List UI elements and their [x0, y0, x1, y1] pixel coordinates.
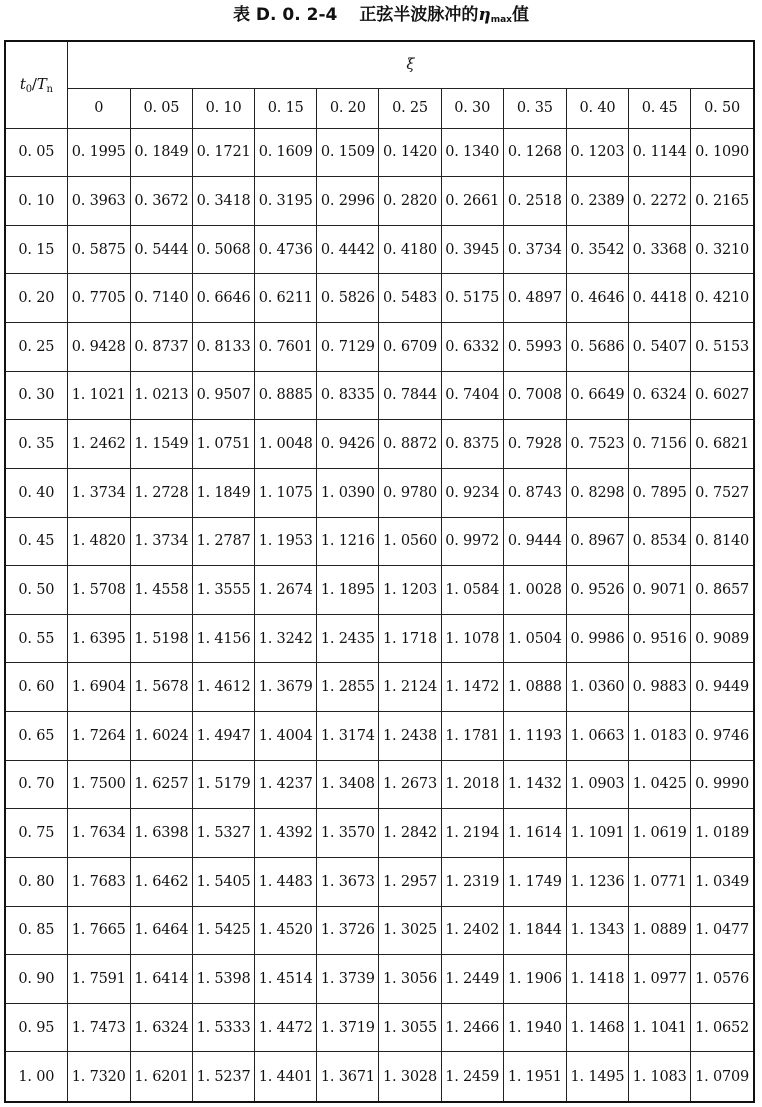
table-cell: 0. 1721: [192, 128, 254, 177]
table-cell: 1. 1236: [566, 857, 628, 906]
table-cell: 1. 3408: [317, 760, 379, 809]
row-header: 0. 40: [5, 468, 67, 517]
table-cell: 1. 2462: [67, 420, 130, 469]
table-cell: 1. 3734: [130, 517, 192, 566]
column-header: 0. 45: [629, 88, 691, 128]
table-cell: 1. 0560: [379, 517, 441, 566]
table-cell: 0. 4897: [503, 274, 566, 323]
table-cell: 1. 0751: [192, 420, 254, 469]
table-cell: 0. 6709: [379, 323, 441, 372]
table-cell: 0. 9089: [691, 614, 754, 663]
table-cell: 1. 1718: [379, 614, 441, 663]
table-cell: 1. 1021: [67, 371, 130, 420]
table-cell: 0. 9426: [317, 420, 379, 469]
column-header: 0. 50: [691, 88, 754, 128]
table-cell: 0. 2661: [441, 177, 503, 226]
table-cell: 1. 3555: [192, 566, 254, 615]
row-header: 0. 85: [5, 906, 67, 955]
table-cell: 1. 3570: [317, 809, 379, 858]
table-cell: 1. 1418: [566, 955, 628, 1004]
table-cell: 1. 4483: [255, 857, 317, 906]
table-cell: 1. 2957: [379, 857, 441, 906]
table-row: [5, 323, 754, 372]
row-header: 0. 80: [5, 857, 67, 906]
table-cell: 0. 5153: [691, 323, 754, 372]
table-cell: 0. 2165: [691, 177, 754, 226]
table-cell: 1. 1953: [255, 517, 317, 566]
table-cell: 1. 5198: [130, 614, 192, 663]
table-cell: 1. 0889: [629, 906, 691, 955]
table-cell: 0. 9780: [379, 468, 441, 517]
table-cell: 1. 1940: [503, 1003, 566, 1052]
header-row-columns: [5, 88, 754, 128]
table-cell: 1. 2402: [441, 906, 503, 955]
table-cell: 0. 6324: [629, 371, 691, 420]
table-cell: 1. 6462: [130, 857, 192, 906]
table-cell: 1. 0584: [441, 566, 503, 615]
table-cell: 0. 6332: [441, 323, 503, 372]
table-cell: 1. 1091: [566, 809, 628, 858]
xi-header: ξ: [67, 41, 754, 88]
table-cell: 1. 2438: [379, 712, 441, 761]
table-cell: 0. 1609: [255, 128, 317, 177]
table-cell: 0. 4210: [691, 274, 754, 323]
caption-suffix: 值: [511, 5, 529, 25]
table-cell: 0. 9990: [691, 760, 754, 809]
table-cell: 1. 0619: [629, 809, 691, 858]
table-cell: 1. 0213: [130, 371, 192, 420]
table-cell: 0. 9428: [67, 323, 130, 372]
table-cell: 1. 7500: [67, 760, 130, 809]
row-header: 0. 30: [5, 371, 67, 420]
table-cell: 0. 5993: [503, 323, 566, 372]
table-cell: 1. 0771: [629, 857, 691, 906]
table-cell: 0. 6649: [566, 371, 628, 420]
table-cell: 0. 3945: [441, 225, 503, 274]
row-header: 0. 50: [5, 566, 67, 615]
table-cell: 0. 8298: [566, 468, 628, 517]
table-body: [5, 128, 754, 1102]
table-cell: 1. 1075: [255, 468, 317, 517]
table-row: [5, 955, 754, 1004]
table-cell: 0. 7008: [503, 371, 566, 420]
table-cell: 1. 0028: [503, 566, 566, 615]
table-cell: 1. 3242: [255, 614, 317, 663]
table-cell: 0. 7844: [379, 371, 441, 420]
row-header: 0. 20: [5, 274, 67, 323]
table-row: [5, 712, 754, 761]
table-cell: 1. 6904: [67, 663, 130, 712]
table-cell: 0. 6211: [255, 274, 317, 323]
table-cell: 1. 7665: [67, 906, 130, 955]
table-cell: 0. 8743: [503, 468, 566, 517]
table-cell: 0. 8885: [255, 371, 317, 420]
table-cell: 1. 4558: [130, 566, 192, 615]
table-cell: 1. 5237: [192, 1052, 254, 1102]
table-cell: 0. 8375: [441, 420, 503, 469]
row-header: 0. 45: [5, 517, 67, 566]
table-cell: 0. 7928: [503, 420, 566, 469]
table-cell: 1. 4237: [255, 760, 317, 809]
table-cell: 0. 4736: [255, 225, 317, 274]
table-cell: 0. 9071: [629, 566, 691, 615]
table-cell: 1. 2855: [317, 663, 379, 712]
table-cell: 1. 1614: [503, 809, 566, 858]
table-cell: 0. 7129: [317, 323, 379, 372]
table-cell: 1. 2842: [379, 809, 441, 858]
table-cell: 1. 1849: [192, 468, 254, 517]
table-cell: 0. 9883: [629, 663, 691, 712]
table-cell: 1. 1549: [130, 420, 192, 469]
table-cell: 0. 8534: [629, 517, 691, 566]
table-cell: 0. 7895: [629, 468, 691, 517]
table-cell: 1. 1844: [503, 906, 566, 955]
table-cell: 0. 2996: [317, 177, 379, 226]
table-row: [5, 177, 754, 226]
table-cell: 1. 0390: [317, 468, 379, 517]
table-cell: 0. 9972: [441, 517, 503, 566]
table-cell: 0. 5407: [629, 323, 691, 372]
table-cell: 1. 0360: [566, 663, 628, 712]
table-cell: 0. 8140: [691, 517, 754, 566]
table-cell: 1. 7264: [67, 712, 130, 761]
table-cell: 1. 3673: [317, 857, 379, 906]
table-cell: 1. 3726: [317, 906, 379, 955]
table-cell: 1. 1203: [379, 566, 441, 615]
table-cell: 0. 9444: [503, 517, 566, 566]
table-cell: 0. 1509: [317, 128, 379, 177]
table-cell: 0. 8967: [566, 517, 628, 566]
table-cell: 0. 7601: [255, 323, 317, 372]
table-row: [5, 614, 754, 663]
table-cell: 0. 2518: [503, 177, 566, 226]
column-header: 0. 05: [130, 88, 192, 128]
table-cell: 0. 3734: [503, 225, 566, 274]
table-cell: 1. 3734: [67, 468, 130, 517]
column-header: 0. 40: [566, 88, 628, 128]
eta-max-table: [4, 40, 755, 1103]
header-row-xi: [5, 41, 754, 88]
column-header: 0. 15: [255, 88, 317, 128]
caption-number: 表 D. 0. 2-4: [233, 5, 338, 25]
table-cell: 0. 9234: [441, 468, 503, 517]
table-cell: 1. 0888: [503, 663, 566, 712]
table-cell: 1. 4520: [255, 906, 317, 955]
table-cell: 0. 9746: [691, 712, 754, 761]
table-cell: 1. 2319: [441, 857, 503, 906]
table-cell: 1. 0504: [503, 614, 566, 663]
table-row: [5, 468, 754, 517]
table-cell: 1. 4156: [192, 614, 254, 663]
table-cell: 1. 6464: [130, 906, 192, 955]
row-header: 0. 55: [5, 614, 67, 663]
table-cell: 1. 6324: [130, 1003, 192, 1052]
table-cell: 1. 4472: [255, 1003, 317, 1052]
table-cell: 1. 1895: [317, 566, 379, 615]
table-cell: 1. 1468: [566, 1003, 628, 1052]
table-cell: 1. 7320: [67, 1052, 130, 1102]
table-cell: 1. 0576: [691, 955, 754, 1004]
table-caption: [0, 0, 762, 34]
table-cell: 0. 5875: [67, 225, 130, 274]
column-header: 0. 10: [192, 88, 254, 128]
table-cell: 0. 3963: [67, 177, 130, 226]
table-cell: 0. 1340: [441, 128, 503, 177]
table-cell: 1. 3671: [317, 1052, 379, 1102]
table-cell: 0. 3195: [255, 177, 317, 226]
table-row: [5, 566, 754, 615]
column-header: 0. 20: [317, 88, 379, 128]
table-cell: 1. 1906: [503, 955, 566, 1004]
table-cell: 1. 4401: [255, 1052, 317, 1102]
table-cell: 0. 2272: [629, 177, 691, 226]
table-cell: 1. 3055: [379, 1003, 441, 1052]
table-row: [5, 809, 754, 858]
column-header: 0: [67, 88, 130, 128]
table-cell: 0. 2820: [379, 177, 441, 226]
column-header: 0. 25: [379, 88, 441, 128]
table-cell: 0. 1090: [691, 128, 754, 177]
table-cell: 1. 2673: [379, 760, 441, 809]
table-cell: 0. 7404: [441, 371, 503, 420]
table-cell: 1. 1432: [503, 760, 566, 809]
table-cell: 0. 3210: [691, 225, 754, 274]
table-cell: 1. 4004: [255, 712, 317, 761]
table-cell: 1. 6414: [130, 955, 192, 1004]
table-cell: 0. 5686: [566, 323, 628, 372]
table-cell: 1. 0663: [566, 712, 628, 761]
table-cell: 0. 6027: [691, 371, 754, 420]
table-cell: 1. 1041: [629, 1003, 691, 1052]
table-cell: 0. 3542: [566, 225, 628, 274]
table-cell: 1. 2728: [130, 468, 192, 517]
table-cell: 0. 7140: [130, 274, 192, 323]
table-row: [5, 517, 754, 566]
table-cell: 1. 2435: [317, 614, 379, 663]
table-cell: 0. 1995: [67, 128, 130, 177]
table-cell: 1. 4820: [67, 517, 130, 566]
table-cell: 1. 0477: [691, 906, 754, 955]
table-cell: 0. 3368: [629, 225, 691, 274]
table-cell: 1. 0048: [255, 420, 317, 469]
table-cell: 1. 0189: [691, 809, 754, 858]
table-cell: 1. 6398: [130, 809, 192, 858]
table-cell: 0. 6646: [192, 274, 254, 323]
table-cell: 0. 4442: [317, 225, 379, 274]
table-cell: 0. 9507: [192, 371, 254, 420]
table-cell: 1. 5708: [67, 566, 130, 615]
table-cell: 0. 7527: [691, 468, 754, 517]
table-cell: 1. 3739: [317, 955, 379, 1004]
table-row: [5, 274, 754, 323]
row-header: 0. 90: [5, 955, 67, 1004]
table-cell: 1. 1472: [441, 663, 503, 712]
row-header: 0. 70: [5, 760, 67, 809]
table-row: [5, 225, 754, 274]
table-cell: 0. 9516: [629, 614, 691, 663]
table-cell: 0. 3418: [192, 177, 254, 226]
table-cell: 0. 5068: [192, 225, 254, 274]
table-cell: 1. 1343: [566, 906, 628, 955]
table-row: [5, 1003, 754, 1052]
table-cell: 0. 1144: [629, 128, 691, 177]
table-row: [5, 857, 754, 906]
table-cell: 0. 4180: [379, 225, 441, 274]
table-row: [5, 420, 754, 469]
table-cell: 0. 4646: [566, 274, 628, 323]
table-cell: 0. 8133: [192, 323, 254, 372]
table-cell: 0. 1849: [130, 128, 192, 177]
table-cell: 1. 6395: [67, 614, 130, 663]
table-cell: 1. 1495: [566, 1052, 628, 1102]
table-cell: 1. 6024: [130, 712, 192, 761]
table-cell: 0. 2389: [566, 177, 628, 226]
table-row: [5, 906, 754, 955]
table-row: [5, 663, 754, 712]
table-cell: 1. 3679: [255, 663, 317, 712]
row-header: 0. 25: [5, 323, 67, 372]
table-cell: 1. 5333: [192, 1003, 254, 1052]
table-cell: 0. 5175: [441, 274, 503, 323]
table-cell: 1. 1078: [441, 614, 503, 663]
table-cell: 1. 7634: [67, 809, 130, 858]
table-cell: 1. 5327: [192, 809, 254, 858]
table-cell: 0. 8737: [130, 323, 192, 372]
row-header: 1. 00: [5, 1052, 67, 1102]
table-cell: 1. 2674: [255, 566, 317, 615]
table-cell: 0. 8872: [379, 420, 441, 469]
table-cell: 1. 3028: [379, 1052, 441, 1102]
table-cell: 1. 0903: [566, 760, 628, 809]
table-cell: 1. 1781: [441, 712, 503, 761]
table-cell: 1. 2459: [441, 1052, 503, 1102]
table-cell: 1. 2449: [441, 955, 503, 1004]
row-header: 0. 95: [5, 1003, 67, 1052]
row-header: 0. 35: [5, 420, 67, 469]
table-cell: 0. 7523: [566, 420, 628, 469]
row-header: 0. 65: [5, 712, 67, 761]
row-header: 0. 60: [5, 663, 67, 712]
table-cell: 0. 8657: [691, 566, 754, 615]
table-cell: 1. 2018: [441, 760, 503, 809]
table-cell: 1. 7683: [67, 857, 130, 906]
table-cell: 0. 1420: [379, 128, 441, 177]
table-cell: 0. 1203: [566, 128, 628, 177]
table-cell: 1. 7591: [67, 955, 130, 1004]
table-row: [5, 128, 754, 177]
table-cell: 0. 4418: [629, 274, 691, 323]
table-cell: 1. 0425: [629, 760, 691, 809]
table-cell: 0. 9449: [691, 663, 754, 712]
table-cell: 1. 5678: [130, 663, 192, 712]
table-cell: 1. 2194: [441, 809, 503, 858]
row-header: 0. 15: [5, 225, 67, 274]
table-cell: 0. 5444: [130, 225, 192, 274]
table-cell: 0. 7705: [67, 274, 130, 323]
table-cell: 0. 1268: [503, 128, 566, 177]
row-header: 0. 75: [5, 809, 67, 858]
table-cell: 1. 0349: [691, 857, 754, 906]
table-cell: 1. 6257: [130, 760, 192, 809]
table-cell: 1. 1083: [629, 1052, 691, 1102]
table-cell: 0. 8335: [317, 371, 379, 420]
table-cell: 1. 7473: [67, 1003, 130, 1052]
row-header: 0. 10: [5, 177, 67, 226]
table-cell: 1. 2124: [379, 663, 441, 712]
table-cell: 1. 5179: [192, 760, 254, 809]
table-cell: 1. 3719: [317, 1003, 379, 1052]
table-cell: 1. 1193: [503, 712, 566, 761]
table-cell: 0. 3672: [130, 177, 192, 226]
table-cell: 1. 5398: [192, 955, 254, 1004]
table-cell: 1. 1951: [503, 1052, 566, 1102]
table-cell: 1. 6201: [130, 1052, 192, 1102]
table-cell: 1. 0977: [629, 955, 691, 1004]
row-header: 0. 05: [5, 128, 67, 177]
table-cell: 1. 1216: [317, 517, 379, 566]
table-cell: 0. 5483: [379, 274, 441, 323]
table-cell: 1. 4392: [255, 809, 317, 858]
table-row: [5, 371, 754, 420]
table-cell: 0. 5826: [317, 274, 379, 323]
table-cell: 1. 0183: [629, 712, 691, 761]
table-cell: 1. 3025: [379, 906, 441, 955]
table-row: [5, 1052, 754, 1102]
caption-title: 正弦半波脉冲的: [359, 5, 479, 25]
table-cell: 1. 4612: [192, 663, 254, 712]
caption-eta-symbol: η: [478, 5, 491, 25]
column-header: 0. 30: [441, 88, 503, 128]
table-cell: 1. 0652: [691, 1003, 754, 1052]
table-cell: 1. 4947: [192, 712, 254, 761]
table-cell: 1. 4514: [255, 955, 317, 1004]
table-cell: 1. 2787: [192, 517, 254, 566]
table-cell: 1. 1749: [503, 857, 566, 906]
table-row: [5, 760, 754, 809]
table-cell: 1. 3174: [317, 712, 379, 761]
table-cell: 1. 3056: [379, 955, 441, 1004]
table-cell: 0. 9986: [566, 614, 628, 663]
caption-eta-subscript: max: [490, 15, 512, 25]
table-cell: 1. 5405: [192, 857, 254, 906]
corner-header: $t_0/T_n$: [5, 41, 67, 128]
table-cell: 0. 9526: [566, 566, 628, 615]
table-cell: 0. 6821: [691, 420, 754, 469]
table-cell: 1. 0709: [691, 1052, 754, 1102]
column-header: 0. 35: [503, 88, 566, 128]
table-cell: 0. 7156: [629, 420, 691, 469]
table-cell: 1. 5425: [192, 906, 254, 955]
table-cell: 1. 2466: [441, 1003, 503, 1052]
